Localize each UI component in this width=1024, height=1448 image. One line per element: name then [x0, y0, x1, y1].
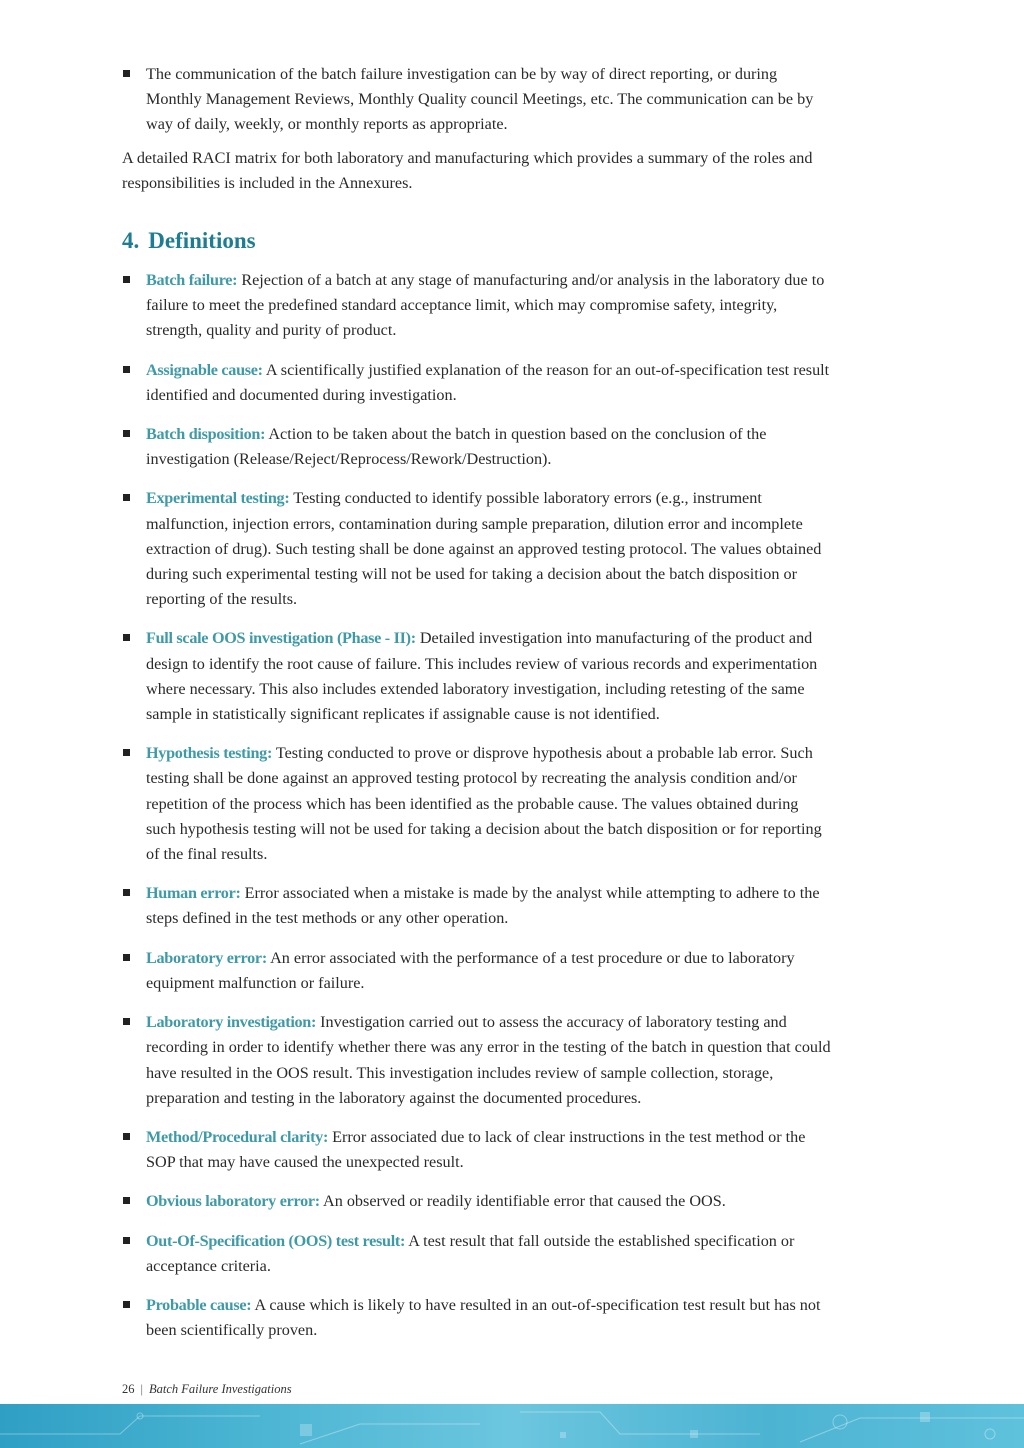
definition-item [122, 1229, 832, 1279]
section-number: 4. [122, 228, 140, 254]
raci-paragraph: A detailed RACI matrix for both laboratory and manufacturing which provides a summary of the roles and responsibilities is included in the Annexures. [122, 148, 813, 192]
bullet-square-icon [123, 430, 130, 437]
definition-text: Rejection of a batch at any stage of manufacturing and/or analysis in the laboratory due to failure to meet the predefined standard acceptance limit, which may compromise safety, integrity, strength, quality and purity of product. [146, 271, 825, 340]
definition-text: An observed or readily identifiable error that caused the OOS. [323, 1192, 726, 1211]
bullet-square-icon [123, 1018, 130, 1025]
page-number: 26 [122, 1382, 135, 1396]
bullet-square-icon [123, 1301, 130, 1308]
circuit-pattern-icon [0, 1404, 1024, 1448]
definition-item [122, 422, 832, 472]
definition-term: Experimental testing: [146, 489, 290, 508]
definition-term: Batch failure: [146, 271, 238, 290]
definition-text: Testing conducted to prove or disprove hypothesis about a probable lab error. Such testing shall be done against an approved testing protocol by recreating the analysis condition and/or repetition of the process which has been identified as the probable cause. The values obtained during such hypothesis testing will not be used for taking a decision about the batch disposition or for reporting of the final results. [146, 744, 822, 864]
definition-text: Testing conducted to identify possible laboratory errors (e.g., instrument malfunction, injection errors, contamination during sample preparation, dilution error and incomplete extraction of drug). Such testing shall be done against an approved testing protocol. The values obtained during such experimental testing will not be used for taking a decision about the batch disposition or reporting of the results. [146, 489, 822, 609]
definition-item [122, 358, 832, 408]
definition-item [122, 1125, 832, 1175]
definitions-list [122, 268, 832, 1343]
definition-term: Assignable cause: [146, 360, 263, 379]
definition-item [122, 1293, 832, 1343]
bullet-square-icon [123, 634, 130, 641]
definition-item [122, 881, 832, 931]
bullet-square-icon [123, 1197, 130, 1204]
definition-item [122, 1189, 832, 1214]
definition-term: Laboratory error: [146, 948, 267, 967]
definition-term: Batch disposition: [146, 425, 266, 444]
definition-term: Human error: [146, 884, 241, 903]
definition-item [122, 741, 832, 867]
definition-text: Detailed investigation into manufacturing of the product and design to identify the root cause of failure. This includes review of various records and experimentation where necessary. This also includes extended laboratory investigation, including retesting of the same sample in statistically significant replicates if assignable cause is not identified. [146, 629, 818, 724]
definition-term: Hypothesis testing: [146, 744, 273, 763]
footer-separator: | [140, 1382, 144, 1396]
definition-term: Full scale OOS investigation (Phase - II): [146, 629, 416, 648]
definition-text: A cause which is likely to have resulted in an out-of-specification test result but has not been scientifically proven. [146, 1295, 821, 1340]
definition-text: A scientifically justified explanation of the reason for an out-of-specification test result identified and documented during investigation. [146, 360, 830, 404]
intro-bullet-text: The communication of the batch failure investigation can be by way of direct reporting, or during Monthly Management Reviews, Monthly Quality council Meetings, etc. The communication can be by way of daily, weekly, or monthly reports as appropriate. [146, 65, 814, 134]
definition-term: Out-Of-Specification (OOS) test result: [146, 1231, 406, 1250]
bullet-square-icon [123, 494, 130, 501]
definition-item [122, 486, 832, 612]
bullet-square-icon [123, 70, 130, 77]
bullet-square-icon [123, 889, 130, 896]
definition-term: Probable cause: [146, 1295, 252, 1314]
definition-text: Investigation carried out to assess the accuracy of laboratory testing and recording in order to identify whether there was any error in the testing of the batch in question that could have resulted in the OOS result. This investigation includes review of sample collection, storage, preparation and testing in the laboratory against the documented procedures. [146, 1013, 831, 1107]
footer-doc-title: Batch Failure Investigations [149, 1382, 292, 1396]
definition-item [122, 1010, 832, 1111]
definition-item [122, 626, 832, 727]
bullet-square-icon [123, 276, 130, 283]
bullet-square-icon [123, 366, 130, 373]
definition-item [122, 268, 832, 344]
decorative-footer-band [0, 1404, 1024, 1448]
page-footer [122, 1382, 292, 1397]
bullet-square-icon [123, 749, 130, 756]
section-title: Definitions [148, 228, 256, 254]
bullet-square-icon [123, 1133, 130, 1140]
page-content [122, 62, 832, 1357]
definition-term: Laboratory investigation: [146, 1013, 317, 1032]
intro-bullet [122, 62, 832, 138]
definition-text: An error associated with the performance of a test procedure or due to laboratory equipment malfunction or failure. [146, 948, 795, 992]
section-heading [122, 226, 832, 256]
definition-text: Error associated when a mistake is made by the analyst while attempting to adhere to the steps defined in the test methods or any other operation. [146, 884, 820, 928]
definition-text: Action to be taken about the batch in question based on the conclusion of the investigation (Release/Reject/Reprocess/Rework/Destruction). [146, 425, 767, 469]
definition-item [122, 946, 832, 996]
definition-text: Error associated due to lack of clear instructions in the test method or the SOP that may have caused the unexpected result. [146, 1127, 806, 1172]
bullet-square-icon [123, 1237, 130, 1244]
definition-term: Method/Procedural clarity: [146, 1127, 329, 1146]
bullet-square-icon [123, 954, 130, 961]
definition-text: A test result that fall outside the established specification or acceptance criteria. [146, 1231, 795, 1275]
definition-term: Obvious laboratory error: [146, 1192, 320, 1211]
